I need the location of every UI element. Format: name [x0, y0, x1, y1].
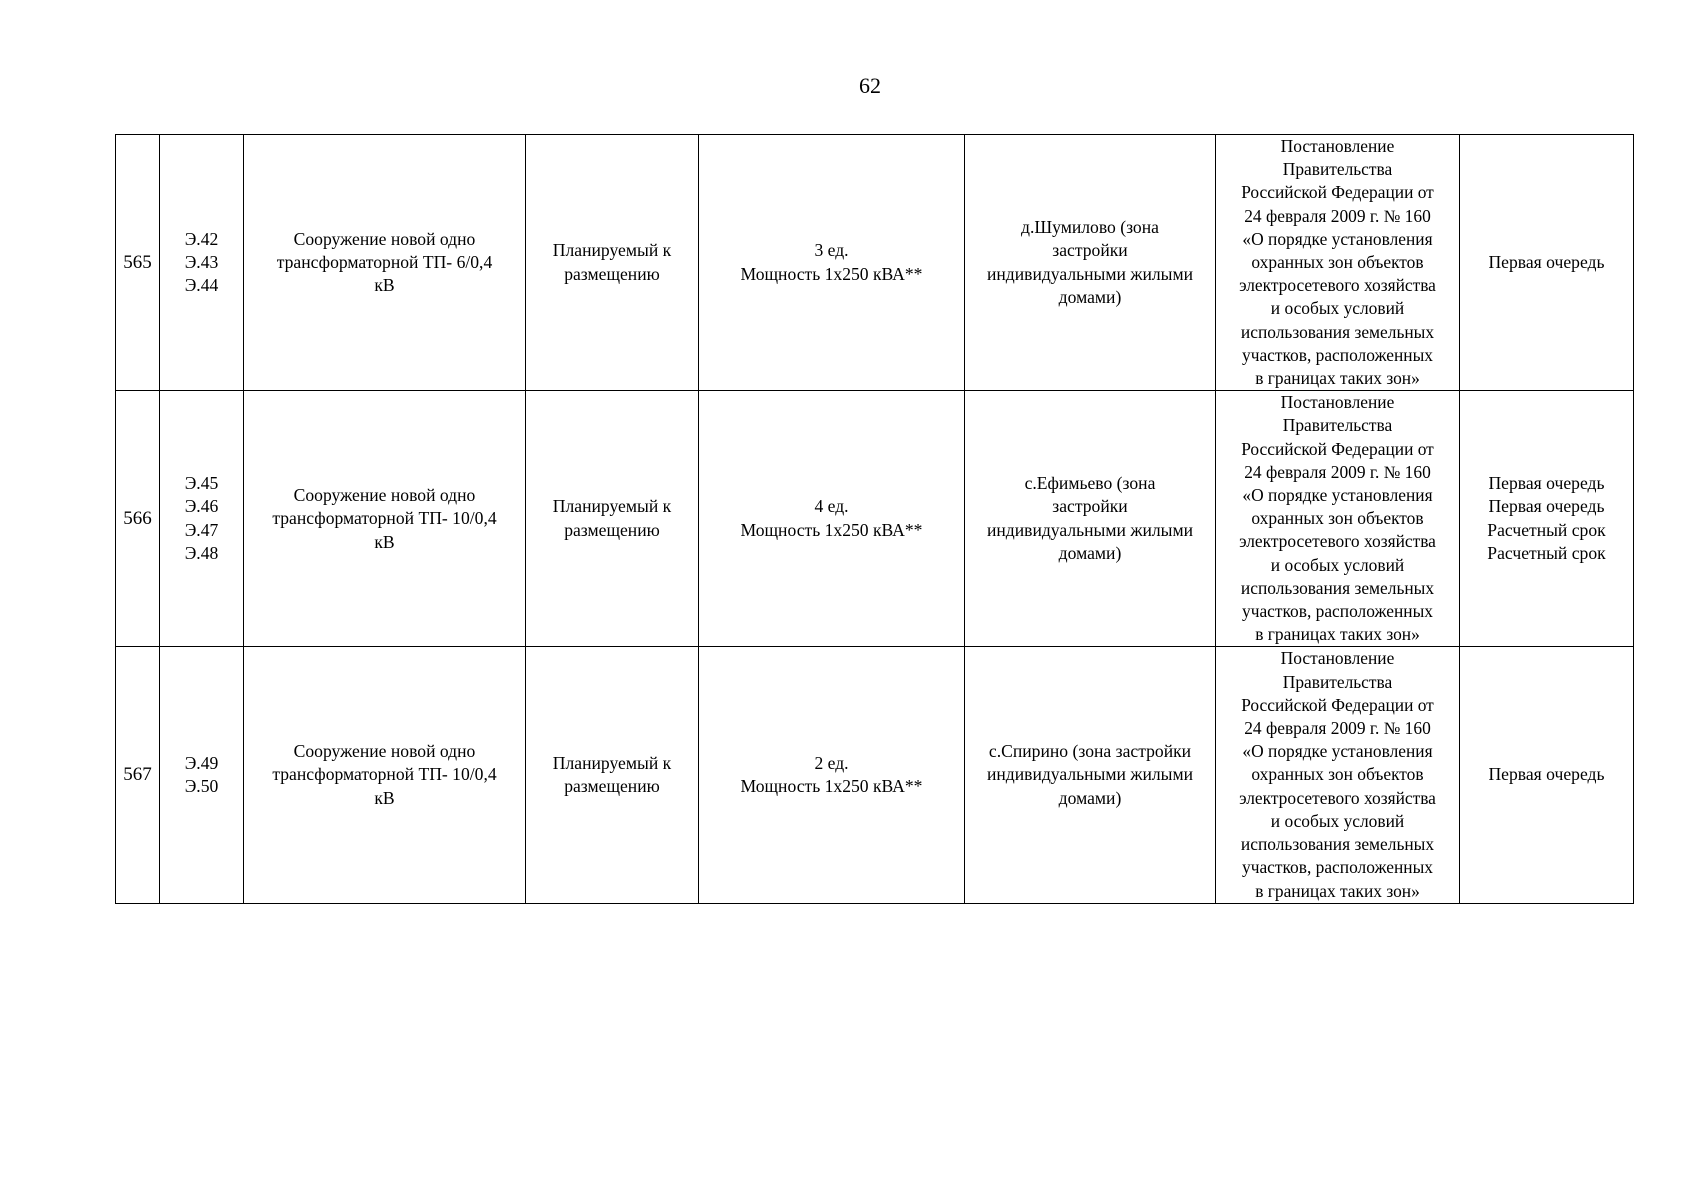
location-line: с.Спирино (зона застройки	[988, 740, 1192, 761]
object-codes-cell	[160, 647, 244, 903]
object-codes-line: Э.46	[184, 496, 219, 517]
location-line: с.Ефимьево (зона	[1024, 473, 1156, 494]
regulation-line: охранных зон объектов	[1251, 252, 1424, 273]
regulation-line: Правительства	[1282, 671, 1393, 692]
capacity-cell	[699, 647, 965, 903]
regulation-cell	[1216, 391, 1460, 647]
location-line: индивидуальными жилыми	[986, 519, 1194, 540]
object-name-line: трансформаторной ТП- 6/0,4	[276, 251, 493, 272]
location-line: индивидуальными жилыми	[986, 764, 1194, 785]
regulation-line: 24 февраля 2009 г. № 160	[1244, 718, 1431, 739]
object-codes-line: Э.45	[184, 473, 219, 494]
status-line: размещению	[564, 776, 660, 797]
capacity-line: Мощность 1х250 кВА**	[740, 776, 923, 797]
regulation-line: «О порядке установления	[1242, 741, 1433, 762]
regulation-line: охранных зон объектов	[1251, 764, 1424, 785]
object-name-line: Сооружение новой одно	[293, 228, 476, 249]
object-name-line: трансформаторной ТП- 10/0,4	[272, 764, 497, 785]
object-codes-line: Э.49	[184, 752, 219, 773]
location-cell	[965, 647, 1216, 903]
location-line: индивидуальными жилыми	[986, 263, 1194, 284]
stage-line: Первая очередь	[1488, 496, 1605, 517]
regulation-line: использования земельных	[1240, 577, 1435, 598]
object-name-line: кВ	[374, 275, 395, 296]
regulation-line: в границах таких зон»	[1255, 624, 1420, 645]
regulation-line: Российской Федерации от	[1241, 182, 1434, 203]
table-body	[116, 135, 1634, 904]
status-line: Планируемый к	[552, 496, 672, 517]
capacity-line: 3 ед.	[814, 240, 849, 261]
status-line: размещению	[564, 263, 660, 284]
status-cell	[526, 647, 699, 903]
object-name-cell	[244, 135, 526, 391]
table-row	[116, 135, 1634, 391]
object-codes-line: Э.48	[184, 543, 219, 564]
status-cell	[526, 135, 699, 391]
stage-cell	[1460, 135, 1634, 391]
location-line: застройки	[1052, 240, 1128, 261]
stage-line: Первая очередь	[1488, 764, 1605, 785]
regulation-line: использования земельных	[1240, 834, 1435, 855]
status-line: размещению	[564, 519, 660, 540]
regulation-line: использования земельных	[1240, 321, 1435, 342]
table-row	[116, 647, 1634, 903]
object-codes-cell	[160, 135, 244, 391]
stage-cell	[1460, 391, 1634, 647]
regulation-line: Российской Федерации от	[1241, 438, 1434, 459]
row-number-cell: 566	[116, 391, 160, 647]
regulation-line: и особых условий	[1270, 810, 1405, 831]
regulation-line: «О порядке установления	[1242, 485, 1433, 506]
row-number-cell: 567	[116, 647, 160, 903]
regulation-line: 24 февраля 2009 г. № 160	[1244, 205, 1431, 226]
capacity-line: 4 ед.	[814, 496, 849, 517]
capacity-line: 2 ед.	[814, 752, 849, 773]
object-name-cell	[244, 647, 526, 903]
location-line: домами)	[1058, 287, 1122, 308]
regulation-line: участков, расположенных	[1242, 857, 1433, 878]
location-cell	[965, 391, 1216, 647]
object-name-line: Сооружение новой одно	[293, 484, 476, 505]
stage-cell	[1460, 647, 1634, 903]
regulation-line: «О порядке установления	[1242, 228, 1433, 249]
stage-line: Первая очередь	[1488, 473, 1605, 494]
object-codes-line: Э.43	[184, 251, 219, 272]
objects-table	[115, 134, 1634, 904]
row-number-cell: 565	[116, 135, 160, 391]
object-name-line: кВ	[374, 531, 395, 552]
capacity-cell	[699, 391, 965, 647]
object-name-line: кВ	[374, 787, 395, 808]
regulation-line: Правительства	[1282, 159, 1393, 180]
object-name-line: Сооружение новой одно	[293, 740, 476, 761]
regulation-line: Постановление	[1280, 648, 1395, 669]
location-line: д.Шумилово (зона	[1021, 216, 1159, 237]
regulation-line: и особых условий	[1270, 298, 1405, 319]
regulation-line: Постановление	[1280, 392, 1395, 413]
object-codes-line: Э.50	[184, 776, 219, 797]
capacity-cell	[699, 135, 965, 391]
regulation-line: охранных зон объектов	[1251, 508, 1424, 529]
status-line: Планируемый к	[552, 752, 672, 773]
regulation-line: в границах таких зон»	[1255, 880, 1420, 901]
page-number: 62	[859, 73, 881, 98]
status-cell	[526, 391, 699, 647]
capacity-line: Мощность 1х250 кВА**	[740, 263, 923, 284]
regulation-line: Постановление	[1280, 136, 1395, 156]
location-line: домами)	[1058, 543, 1122, 564]
object-name-line: трансформаторной ТП- 10/0,4	[272, 508, 497, 529]
object-name-cell	[244, 391, 526, 647]
regulation-line: 24 февраля 2009 г. № 160	[1244, 461, 1431, 482]
location-line: застройки	[1052, 496, 1128, 517]
regulation-line: Правительства	[1282, 415, 1393, 436]
regulation-cell	[1216, 647, 1460, 903]
location-line: домами)	[1058, 787, 1122, 808]
capacity-line: Мощность 1х250 кВА**	[740, 519, 923, 540]
regulation-line: участков, расположенных	[1242, 344, 1433, 365]
object-codes-line: Э.42	[184, 228, 219, 249]
regulation-line: Российской Федерации от	[1241, 694, 1434, 715]
stage-line: Расчетный срок	[1487, 543, 1606, 564]
object-codes-line: Э.44	[184, 275, 219, 296]
object-codes-cell	[160, 391, 244, 647]
regulation-line: участков, расположенных	[1242, 601, 1433, 622]
table-row	[116, 391, 1634, 647]
regulation-line: электросетевого хозяйства	[1239, 787, 1436, 808]
object-codes-line: Э.47	[184, 519, 219, 540]
status-line: Планируемый к	[552, 240, 672, 261]
regulation-cell	[1216, 135, 1460, 391]
regulation-line: электросетевого хозяйства	[1239, 531, 1436, 552]
regulation-line: в границах таких зон»	[1255, 368, 1420, 389]
stage-line: Расчетный срок	[1487, 519, 1606, 540]
regulation-line: электросетевого хозяйства	[1239, 275, 1436, 296]
regulation-line: и особых условий	[1270, 554, 1405, 575]
stage-line: Первая очередь	[1488, 251, 1605, 272]
location-cell	[965, 135, 1216, 391]
